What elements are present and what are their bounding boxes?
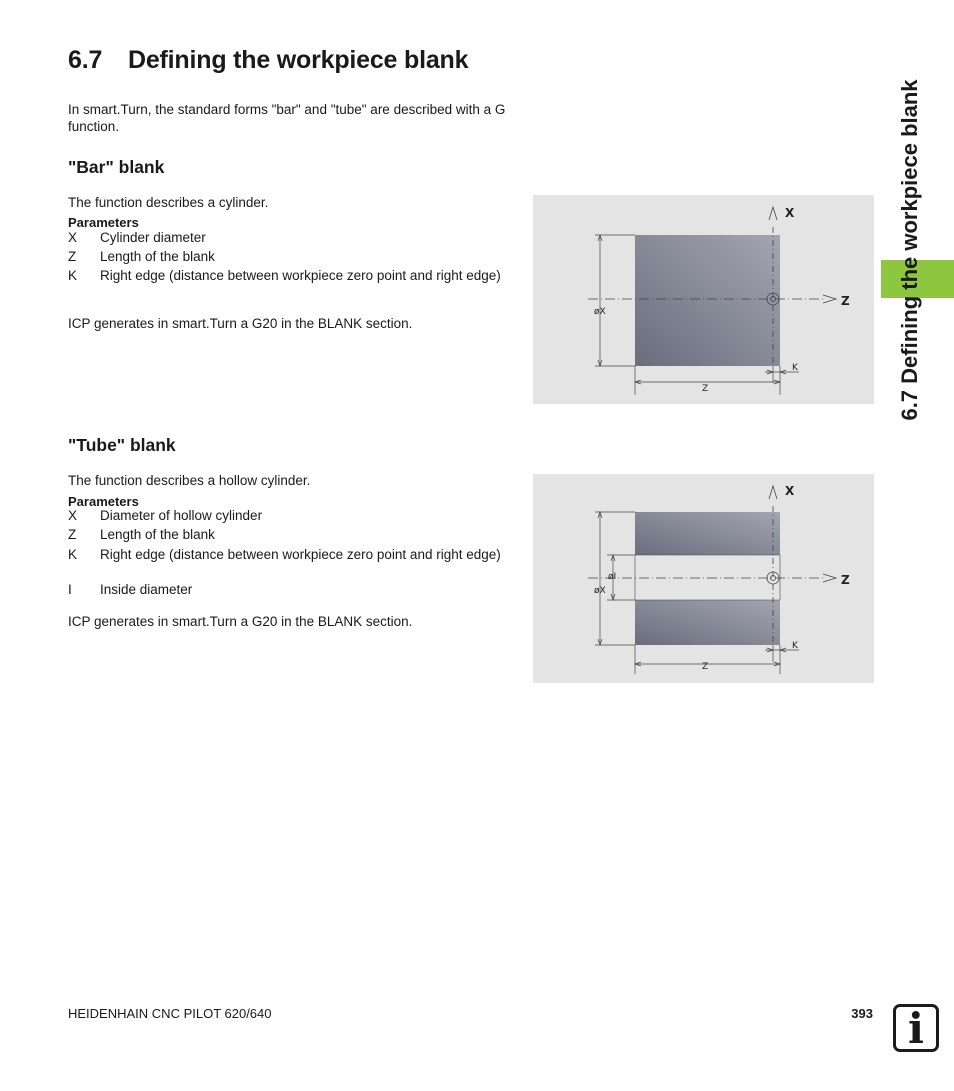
x-axis-arrow [769,207,777,220]
tube-blank-figure [533,474,874,683]
length-label: Z [702,384,709,394]
z-axis-arrow [823,295,836,303]
param-description: Right edge (distance between workpiece zero point and right edge) [100,268,501,283]
bar-parameters-label: Parameters [68,215,139,230]
edge-label: K [792,641,798,651]
bar-blank-heading: "Bar" blank [68,157,165,177]
diameter-label: øX [594,307,606,317]
bar-description: The function describes a cylinder. [68,195,269,210]
z-axis-label: Z [841,573,850,587]
section-number: 6.7 [68,46,103,74]
param-letter: Z [68,249,77,264]
inner-diameter-label: øI [608,572,617,582]
tube-blank-lower-wall [635,600,780,645]
bar-blank-diagram [533,195,874,404]
page-number: 393 [851,1006,873,1021]
tube-blank-upper-wall [635,512,780,555]
info-icon: i [893,1004,939,1052]
side-tab-title: 6.7 Defining the workpiece blank [897,79,922,421]
param-description: Inside diameter [100,582,193,597]
x-axis-label: X [785,206,795,220]
z-axis-label: Z [841,294,850,308]
param-description: Cylinder diameter [100,230,206,245]
tube-blank-diagram [533,474,874,683]
footer-text: HEIDENHAIN CNC PILOT 620/640 [68,1006,272,1021]
x-axis-arrow [769,486,777,499]
param-letter: Z [68,527,77,542]
intro-paragraph: In smart.Turn, the standard forms "bar" and "tube" are described with a G function. [68,102,506,134]
bar-blank-body [635,235,780,366]
bar-blank-figure [533,195,874,404]
param-letter: X [68,230,78,245]
page-title [68,46,468,75]
param-description: Length of the blank [100,527,215,542]
edge-label: K [792,363,798,373]
length-label: Z [702,662,709,672]
bar-note: ICP generates in smart.Turn a G20 in the BLANK section. [68,316,413,331]
param-description: Diameter of hollow cylinder [100,508,263,523]
tube-blank-heading: "Tube" blank [68,435,176,455]
param-letter: K [68,268,78,283]
z-axis-arrow [823,574,836,582]
tube-note: ICP generates in smart.Turn a G20 in the BLANK section. [68,614,413,629]
tube-parameters-label: Parameters [68,494,139,509]
x-axis-label: X [785,484,795,498]
diameter-label: øX [594,586,606,596]
param-description: Right edge (distance between workpiece zero point and right edge) [100,547,501,562]
param-letter: K [68,547,78,562]
param-letter: I [68,582,72,597]
param-description: Length of the blank [100,249,215,264]
section-title: Defining the workpiece blank [128,46,469,74]
param-letter: X [68,508,78,523]
tube-description: The function describes a hollow cylinder. [68,473,311,488]
